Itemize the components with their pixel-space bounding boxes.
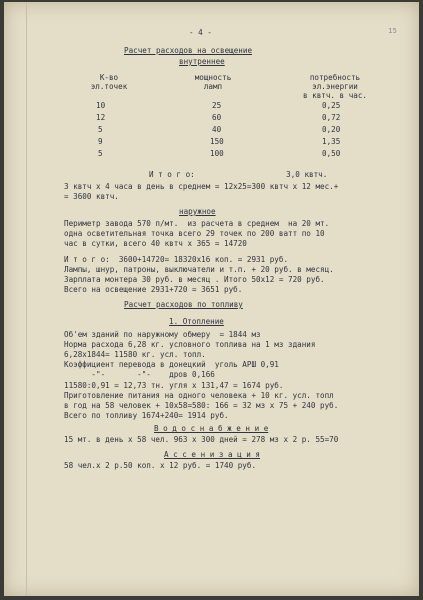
heat-line-8: в год на 58 человек + 10х58=580: 166 = 32 мз х 75 + 240 руб.	[64, 401, 339, 410]
lamps-line-1: Лампы, шнур, патроны, выключатели и т.п. + 20 руб. в месяц.	[64, 265, 334, 274]
page-number: - 4 -	[189, 28, 212, 37]
heat-line-4: Коэффициент перевода в донецкий уголь АРШ 0,91	[64, 360, 279, 369]
table-row-5-points: 5	[98, 149, 103, 158]
heat-line-7: Приготовление питания на одного человека + 10 кг. усл. топл	[64, 391, 334, 400]
heat-line-3: 6,28х1844= 11580 кг. усл. топл.	[64, 350, 206, 359]
table-row-1-power: 25	[212, 101, 222, 110]
outer-line-2: одна осветительная точка всего 29 точек по 200 ватт по 10	[64, 229, 325, 238]
table-row-4-points: 9	[98, 137, 103, 146]
title-water: В о д о с н а б ж е н и е	[154, 424, 269, 433]
lamps-line-2: Зарплата монтера 30 руб. в месяц . Итого 50х12 = 720 руб.	[64, 275, 325, 284]
title-lighting: Расчет расходов на освещение	[124, 46, 253, 55]
document-page	[4, 2, 419, 596]
total-lighting: И т о г о: 3600+14720= 18320х16 коп. = 2931 руб.	[64, 255, 289, 264]
subtitle-outer: наружное	[179, 207, 216, 216]
heat-line-2: Норма расхода 6,28 кг. условного топлива на 1 мз здания	[64, 340, 316, 349]
title-fuel: Расчет расходов по топливу	[124, 300, 243, 309]
page-marker: 15	[388, 27, 397, 35]
table-row-3-points: 5	[98, 125, 103, 134]
heading-heating: 1. Отопление	[169, 317, 224, 326]
table-row-3-power: 40	[212, 125, 222, 134]
heat-line-6: 11580:0,91 = 12,73 тн. угля х 131,47 = 1674 руб.	[64, 381, 284, 390]
subtitle-inner: внутреннее	[179, 57, 225, 66]
table-header-demand: потребность эл.энергии в квтч. в час.	[302, 73, 367, 101]
table-row-3-demand: 0,20	[322, 125, 341, 134]
outer-line-1: Периметр завода 570 п/мт. из расчета в среднем на 20 мт.	[64, 219, 330, 228]
heat-line-5: -"- -"- дров 0,166	[64, 370, 215, 379]
table-row-4-demand: 1,35	[322, 137, 341, 146]
title-sewer: А с с е н и з а ц и я	[164, 450, 261, 459]
heat-line-9: Всего по топливу 1674+240= 1914 руб.	[64, 411, 229, 420]
water-line-1: 15 мт. в день х 58 чел. 963 х 300 дней = 278 мз х 2 р. 55=70	[64, 435, 339, 444]
table-row-2-points: 12	[96, 113, 106, 122]
lamps-line-3: Всего на освещение 2931+720 = 3651 руб.	[64, 285, 243, 294]
outer-line-3: час в сутки, всего 40 квтч х 365 = 14720	[64, 239, 247, 248]
total-inner-lighting: И т о г о: 3,0 квтч.	[149, 170, 328, 179]
table-row-1-points: 10	[96, 101, 106, 110]
table-row-5-demand: 0,50	[322, 149, 341, 158]
table-row-2-demand: 0,72	[322, 113, 341, 122]
calc-inner-line-1: 3 квтч х 4 часа в день в среднем = 12х25=300 квтч х 12 мес.+	[64, 182, 339, 191]
document-body	[4, 2, 419, 596]
table-row-5-power: 100	[210, 149, 224, 158]
table-header-points: К-во эл.точек	[90, 73, 128, 92]
sewer-line-1: 58 чел.х 2 р.50 коп. х 12 руб. = 1740 руб.	[64, 461, 257, 470]
table-row-2-power: 60	[212, 113, 222, 122]
table-row-4-power: 150	[210, 137, 224, 146]
calc-inner-line-2: = 3600 квтч.	[64, 192, 119, 201]
table-row-1-demand: 0,25	[322, 101, 341, 110]
heat-line-1: Об'ем зданий по наружному обмеру = 1844 мз	[64, 330, 261, 339]
table-header-power: мощность ламп	[194, 73, 232, 92]
